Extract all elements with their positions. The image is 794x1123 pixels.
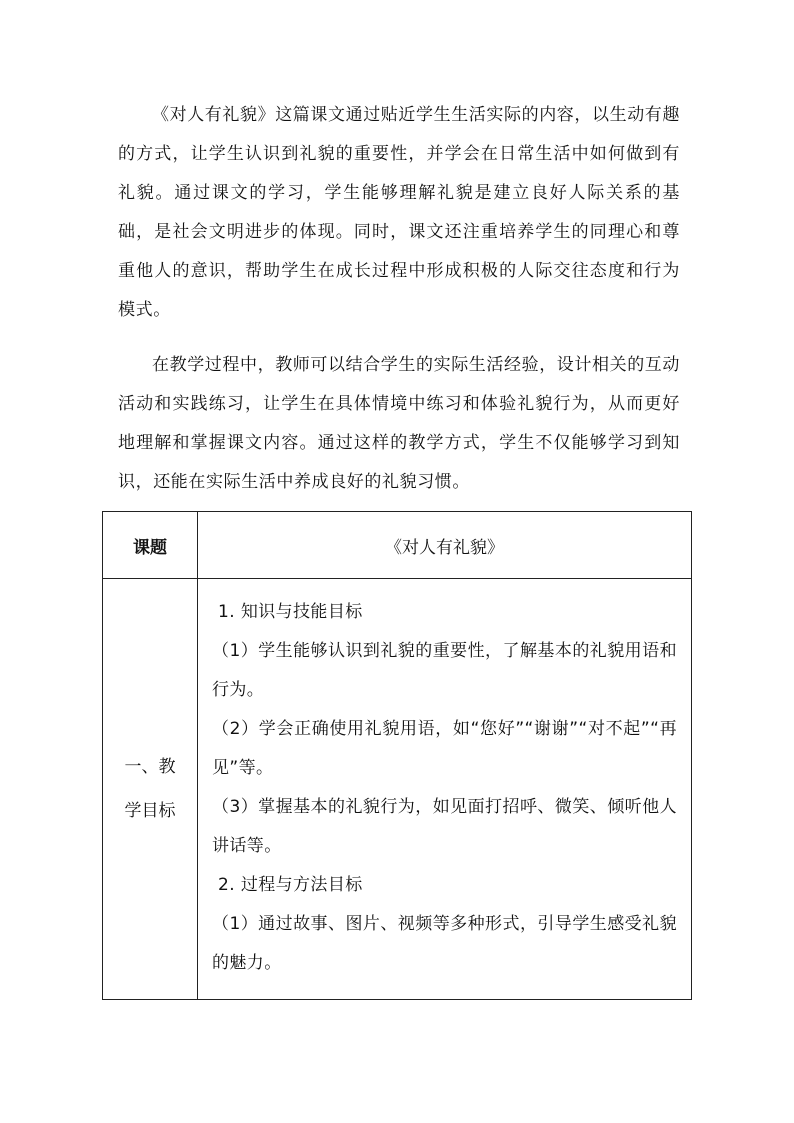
intro-paragraph-2: 在教学过程中，教师可以结合学生的实际生活经验，设计相关的互动活动和实践练习，让学生在具体情境中练习和体验礼貌行为，从而更好地理解和掌握课文内容。通过这样的教学方式，学生不仅能够学习到知识，还能在实际生活中养成良好的礼貌习惯。 xyxy=(118,355,680,492)
objectives-row xyxy=(103,579,692,1000)
intro-paragraph-1: 《对人有礼貌》这篇课文通过贴近学生生活实际的内容，以生动有趣的方式，让学生认识到礼貌的重要性，并学会在日常生活中如何做到有礼貌。通过课文的学习，学生能够理解礼貌是建立良好人际关系的基础，是社会文明进步的体现。同时，课文还注重培养学生的同理心和尊重他人的意识，帮助学生在成长过程中形成积极的人际交往态度和行为模式。 xyxy=(118,105,680,320)
topic-title-cell: 《对人有礼貌》 xyxy=(198,512,692,579)
objective-heading-2: 2. 过程与方法目标 xyxy=(218,875,363,895)
objective-item-3: （3）掌握基本的礼貌行为，如见面打招呼、微笑、倾听他人讲话等。 xyxy=(212,797,677,856)
objective-item-1: （1）学生能够认识到礼貌的重要性，了解基本的礼貌用语和行为。 xyxy=(212,641,677,700)
objective-item-2: （2）学会正确使用礼貌用语，如“您好”“谢谢”“对不起”“再见”等。 xyxy=(212,719,677,778)
topic-label-cell: 课题 xyxy=(103,512,198,579)
section-label-cell xyxy=(103,579,198,1000)
objective-heading-1: 1. 知识与技能目标 xyxy=(218,602,363,622)
section-label-line-1: 一、教 xyxy=(124,757,176,777)
section-label-line-2: 学目标 xyxy=(124,801,176,821)
lesson-plan-table xyxy=(102,511,692,1000)
objectives-cell xyxy=(198,579,692,1000)
table-header-row xyxy=(103,512,692,579)
objective-item-4: （1）通过故事、图片、视频等多种形式，引导学生感受礼貌的魅力。 xyxy=(212,914,677,973)
